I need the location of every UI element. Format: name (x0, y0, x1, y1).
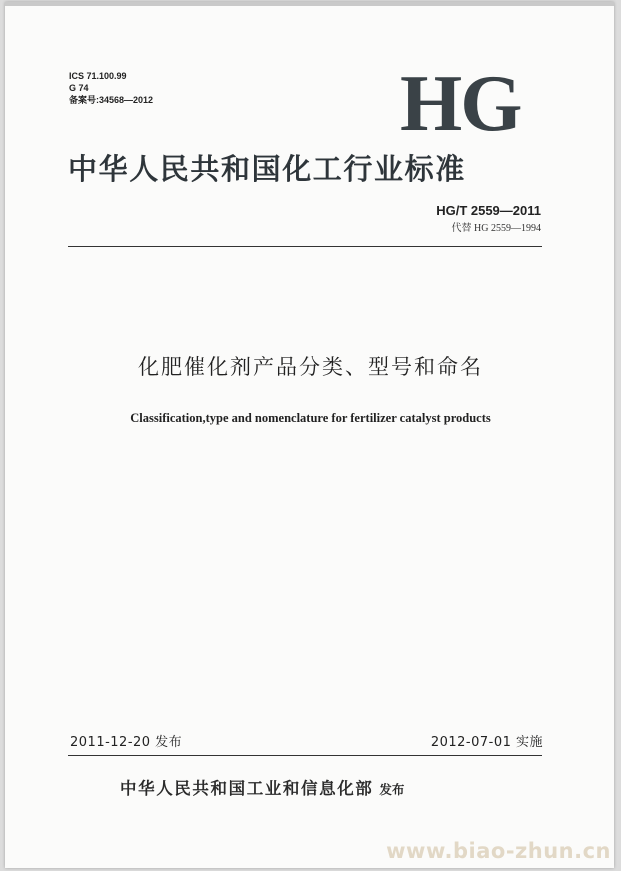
hg-logo: HG (400, 60, 521, 148)
record-number: 备案号:34568—2012 (69, 95, 154, 105)
publisher-name: 中华人民共和国工业和信息化部 (120, 779, 374, 798)
publisher-line (120, 778, 404, 801)
document-title-en: Classification,type and nomenclature for fertilizer catalyst products (130, 411, 491, 425)
document-title-cn: 化肥催化剂产品分类、型号和命名 (138, 355, 483, 379)
replaces-standard: 代替 HG 2559—1994 (451, 223, 541, 234)
page-top-edge (5, 2, 614, 6)
standard-number: HG/T 2559—2011 (436, 203, 541, 218)
issue-date: 2011-12-20 发布 (70, 735, 183, 750)
publisher-suffix: 发布 (379, 782, 405, 797)
ics-code: ICS 71.100.99 (69, 71, 127, 81)
site-watermark: www.biao-zhun.cn (386, 839, 611, 863)
standard-category-title: 中华人民共和国化工行业标准 (68, 152, 466, 186)
implementation-date: 2012-07-01 实施 (430, 735, 543, 750)
ccs-code: G 74 (69, 83, 89, 93)
classification-block (69, 70, 153, 106)
top-divider (68, 246, 542, 247)
bottom-divider (68, 755, 542, 756)
